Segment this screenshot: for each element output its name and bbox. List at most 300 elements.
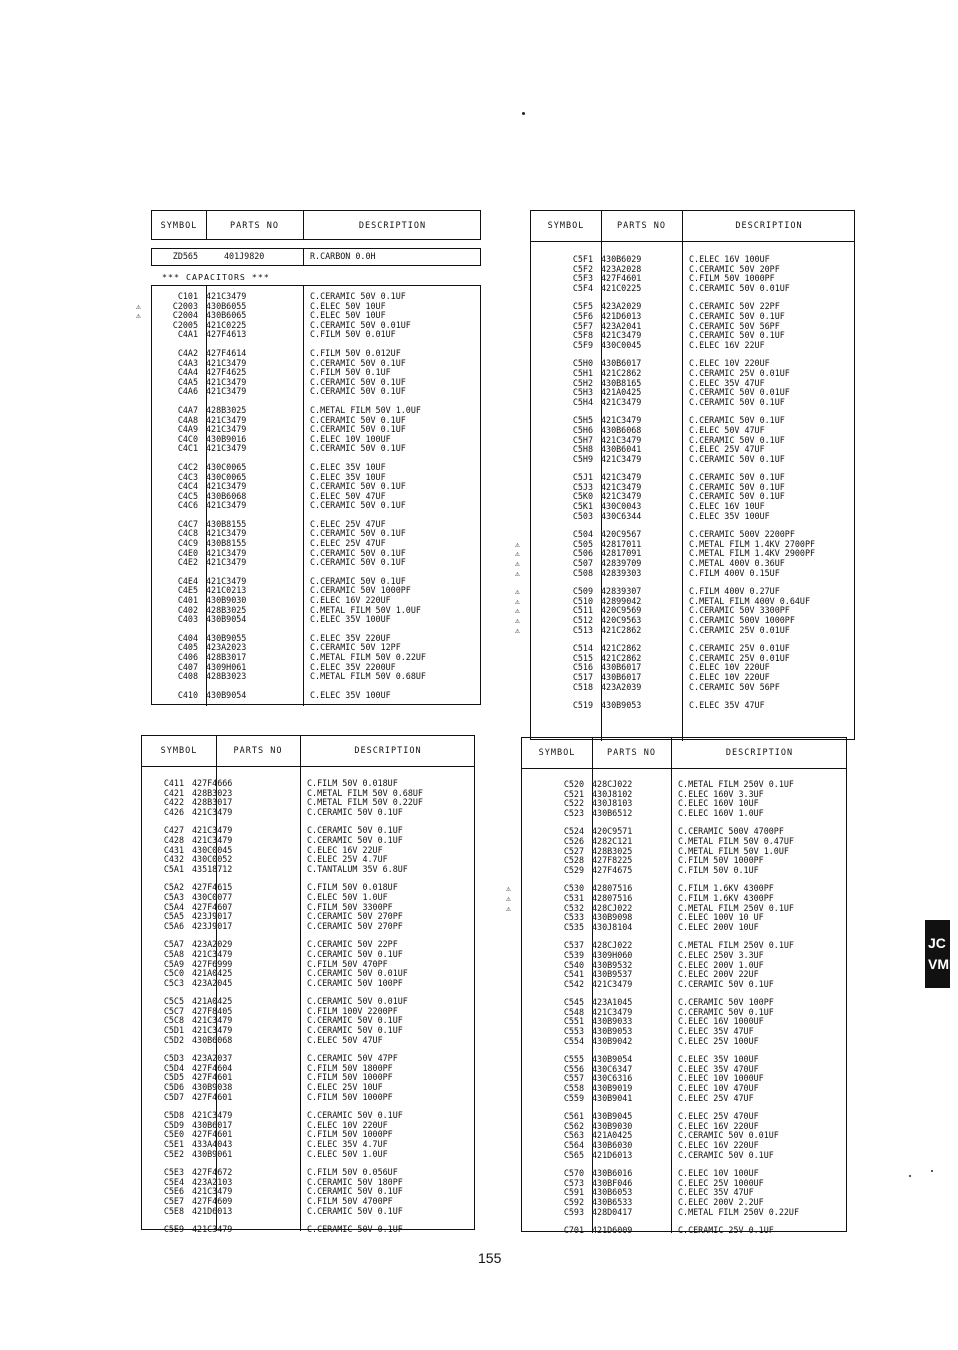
- part-number-cell: 421C3479: [601, 453, 642, 464]
- part-number-cell: 423A2028: [601, 263, 642, 274]
- row-group: [531, 701, 854, 711]
- symbol-text: C4C9: [177, 538, 198, 549]
- section-tab-line-2: VMF: [928, 956, 958, 972]
- symbol-text: C5H0: [572, 358, 593, 369]
- part-number-cell: 430B6017: [601, 662, 642, 673]
- part-number-cell: 421C3479: [206, 443, 247, 454]
- part-number-cell: 421C3479: [206, 386, 247, 397]
- part-number-cell: 428B3023: [206, 671, 247, 682]
- symbol-text: C5E9: [163, 1224, 184, 1235]
- row-group: [142, 1168, 474, 1216]
- symbol-text: C5F6: [572, 310, 593, 321]
- description-cell: C.CERAMIC 50V 0.1UF: [689, 453, 785, 464]
- part-number-cell: 427F4601: [601, 273, 642, 284]
- symbol-text: C542: [563, 978, 584, 989]
- symbol-text: C564: [563, 1140, 584, 1150]
- description-cell: C.METAL FILM 50V 0.68UF: [310, 671, 426, 682]
- symbol-text: C4E4: [177, 575, 198, 586]
- part-number-cell: 430B6053: [592, 1187, 633, 1198]
- symbol-cell: [142, 1093, 184, 1103]
- part-number-cell: 421C3479: [192, 1186, 233, 1197]
- parts-table-1: [151, 210, 481, 240]
- part-number-cell: 421D6013: [601, 310, 642, 321]
- symbol-text: C4A9: [177, 424, 198, 435]
- symbol-cell: [522, 1208, 584, 1218]
- part-number-cell: 428CJ022: [592, 940, 633, 951]
- table-row: [152, 444, 480, 454]
- symbol-text: C5A2: [163, 882, 184, 893]
- symbol-text: C530: [563, 883, 584, 894]
- symbol-text: C503: [572, 510, 593, 521]
- safety-warning-icon: ⚠: [515, 606, 520, 616]
- table-row: [142, 1150, 474, 1160]
- part-number-cell: 421C3479: [601, 415, 642, 426]
- part-number-cell: 421C0225: [206, 319, 247, 330]
- table-row: [531, 683, 854, 693]
- part-number-cell: 421C2862: [601, 624, 642, 635]
- symbol-text: C520: [563, 779, 584, 789]
- symbol-text: C559: [563, 1092, 584, 1103]
- description-cell: C.METAL FILM 250V 0.22UF: [678, 1206, 800, 1217]
- description-cell: C.ELEC 10V 220UF: [689, 662, 770, 673]
- part-number-cell: 421C3479: [192, 1025, 233, 1036]
- part-number-cell: 423J9017: [192, 920, 233, 931]
- part-number-cell: 421C3479: [601, 396, 642, 407]
- part-number-cell: 423A2041: [601, 320, 642, 331]
- description-cell: C.ELEC 50V 1.0UF: [307, 1148, 388, 1159]
- symbol-text: C545: [563, 997, 584, 1008]
- part-number-cell: 421C3479: [192, 1015, 233, 1026]
- parts-table-3: [141, 735, 475, 1235]
- description-cell: C.CERAMIC 50V 0.1UF: [689, 434, 785, 445]
- part-number-cell: 430B6055: [206, 300, 247, 311]
- part-number-cell: 421D6013: [592, 1149, 633, 1160]
- parts-table-1-body: [136, 285, 481, 705]
- part-number-cell: 420C9563: [601, 615, 642, 625]
- symbol-text: C4A1: [177, 329, 198, 340]
- row-group: [522, 780, 846, 818]
- description-cell: C.FILM 50V 470PF: [307, 958, 388, 969]
- part-number-cell: 421C3479: [206, 575, 247, 586]
- scan-speck: [909, 1175, 911, 1177]
- part-number-cell: 430B6068: [192, 1034, 233, 1045]
- table-row: [152, 691, 480, 701]
- part-number-cell: 430B9053: [601, 700, 642, 711]
- part-number-cell: 430B9532: [592, 959, 633, 970]
- symbol-text: C504: [572, 529, 593, 540]
- description-cell: C.METAL FILM 50V 0.47UF: [678, 835, 794, 846]
- symbol-text: C101: [177, 291, 198, 301]
- symbol-text: C5A5: [163, 911, 184, 922]
- symbol-text: C551: [563, 1016, 584, 1027]
- part-number-cell: 421C3479: [206, 424, 247, 435]
- row-group: [522, 1112, 846, 1160]
- symbol-text: C2004: [172, 310, 198, 321]
- symbol-text: C4A6: [177, 386, 198, 397]
- row-group: [152, 349, 480, 397]
- symbol-text: C5E4: [163, 1176, 184, 1187]
- symbol-text: C5A4: [163, 901, 184, 912]
- row-group: [142, 997, 474, 1045]
- description-cell: C.ELEC 50V 1.0UF: [307, 891, 388, 902]
- row-group: [142, 883, 474, 931]
- symbol-text: C5A1: [163, 863, 184, 874]
- symbol-cell: [531, 701, 593, 711]
- description-cell: C.METAL FILM 50V 0.22UF: [310, 652, 426, 662]
- part-number-cell: 430C0045: [601, 339, 642, 350]
- table-header: [522, 738, 846, 769]
- safety-warning-icon: ⚠: [515, 587, 520, 597]
- description-cell: C.ELEC 35V 100UF: [310, 689, 391, 700]
- part-number-cell: 427F4609: [192, 1195, 233, 1206]
- part-number-cell: 430B6016: [592, 1168, 633, 1179]
- description-cell: C.CERAMIC 50V 0.01UF: [689, 387, 790, 398]
- symbol-text: C5J3: [572, 481, 593, 492]
- description-cell: C.CERAMIC 50V 0.1UF: [678, 1006, 774, 1017]
- description-cell: C.FILM 50V 0.018UF: [307, 882, 398, 893]
- part-number-cell: 423A2029: [192, 939, 233, 950]
- part-number-cell: 427F6999: [192, 958, 233, 969]
- symbol-text: C593: [563, 1206, 584, 1217]
- part-number-cell: 430B6029: [601, 254, 642, 264]
- row-group: [522, 998, 846, 1046]
- symbol-text: C5F4: [572, 282, 593, 293]
- table-row: [522, 1037, 846, 1047]
- description-cell: C.CERAMIC 50V 0.1UF: [310, 575, 406, 586]
- part-number-cell: 428B3025: [592, 845, 633, 856]
- description-cell: C.CERAMIC 25V 0.01UF: [689, 624, 790, 635]
- symbol-text: C531: [563, 892, 584, 903]
- row-group: [522, 1226, 846, 1236]
- symbol-text: C5D2: [163, 1034, 184, 1045]
- pre-row-desc: R.CARBON 0.0H: [310, 251, 376, 261]
- symbol-text: C533: [563, 912, 584, 923]
- pre-row-symbol: ZD565: [172, 251, 198, 261]
- description-cell: C.CERAMIC 50V 100PF: [307, 977, 403, 988]
- description-cell: C.CERAMIC 50V 0.1UF: [307, 825, 403, 836]
- table-row: [142, 1036, 474, 1046]
- symbol-text: C5H3: [572, 387, 593, 398]
- scan-speck: [931, 1170, 933, 1172]
- description-cell: C.CERAMIC 50V 3300PF: [689, 605, 790, 616]
- description-cell: C.FILM 50V 3300PF: [307, 901, 393, 912]
- description-cell: C.CERAMIC 50V 100PF: [678, 997, 774, 1008]
- description-cell: C.FILM 50V 0.018UF: [307, 778, 398, 788]
- description-cell: C.CERAMIC 50V 22PF: [307, 939, 398, 950]
- description-cell: C.ELEC 10V 220UF: [307, 1119, 388, 1130]
- symbol-cell: [142, 865, 184, 875]
- description-cell: C.CERAMIC 50V 0.1UF: [689, 396, 785, 407]
- part-number-cell: 430B9038: [192, 1082, 233, 1093]
- safety-warning-icon: ⚠: [515, 616, 520, 625]
- symbol-text: C5E0: [163, 1129, 184, 1140]
- symbol-text: C526: [563, 835, 584, 846]
- description-cell: C.CERAMIC 50V 56PF: [689, 320, 780, 331]
- part-number-cell: 4282C121: [592, 835, 633, 846]
- symbol-text: C5K0: [572, 491, 593, 502]
- symbol-text: C4C8: [177, 528, 198, 539]
- symbol-text: C5D6: [163, 1082, 184, 1093]
- description-cell: C.METAL FILM 400V 0.64UF: [689, 595, 811, 606]
- part-number-cell: 427F4615: [192, 882, 233, 893]
- table-row: [522, 923, 846, 933]
- description-cell: C.CERAMIC 500V 4700PF: [678, 826, 784, 837]
- description-cell: C.CERAMIC 50V 0.1UF: [310, 557, 406, 568]
- row-group: [142, 1054, 474, 1102]
- symbol-text: C4A2: [177, 347, 198, 358]
- safety-warning-icon: ⚠: [506, 893, 511, 903]
- description-cell: C.CERAMIC 50V 12PF: [310, 642, 401, 653]
- description-cell: C.FILM 100V 2200PF: [307, 1005, 398, 1016]
- part-number-cell: 421C3479: [206, 481, 247, 492]
- part-number-cell: 4309H060: [592, 949, 633, 960]
- symbol-text: C404: [177, 632, 198, 643]
- table-row: [531, 284, 854, 294]
- symbol-cell: [152, 444, 198, 454]
- symbol-text: C4A3: [177, 357, 198, 368]
- symbol-cell: [152, 672, 198, 682]
- description-cell: C.METAL FILM 250V 0.1UF: [678, 940, 794, 951]
- description-cell: C.ELEC 35V 100UF: [678, 1054, 759, 1065]
- part-number-cell: 430BF046: [592, 1177, 633, 1188]
- part-number-cell: 430C0077: [192, 891, 233, 902]
- symbol-text: C4C0: [177, 433, 198, 444]
- table-row: [531, 341, 854, 351]
- description-cell: C.CERAMIC 50V 1000PF: [310, 585, 411, 596]
- description-cell: C.ELEC 35V 10UF: [310, 471, 386, 482]
- description-cell: C.CERAMIC 25V 0.01UF: [689, 367, 790, 378]
- symbol-cell: [142, 922, 184, 932]
- symbol-cell: [522, 866, 584, 876]
- header-parts-no: PARTS NO: [230, 220, 279, 231]
- part-number-cell: 428B3025: [206, 404, 247, 415]
- description-cell: C.CERAMIC 25V 0.01UF: [689, 652, 790, 663]
- symbol-text: C592: [563, 1196, 584, 1207]
- symbol-text: C5D4: [163, 1062, 184, 1073]
- part-number-cell: 430B9061: [192, 1148, 233, 1159]
- description-cell: C.ELEC 35V 470UF: [678, 1063, 759, 1074]
- description-cell: C.ELEC 35V 47UF: [678, 1187, 754, 1198]
- description-cell: C.ELEC 35V 10UF: [310, 461, 386, 472]
- description-cell: C.ELEC 16V 100UF: [689, 254, 770, 264]
- description-cell: C.CERAMIC 50V 22PF: [689, 301, 780, 312]
- part-number-cell: 430C6347: [592, 1063, 633, 1074]
- symbol-text: C5F9: [572, 339, 593, 350]
- symbol-text: C562: [563, 1120, 584, 1131]
- description-cell: C.FILM 50V 1000PF: [689, 273, 775, 284]
- part-number-cell: 42839307: [601, 586, 642, 597]
- part-number-cell: 430B9537: [592, 969, 633, 980]
- part-number-cell: 421C3479: [206, 357, 247, 368]
- symbol-text: C524: [563, 826, 584, 837]
- symbol-cell: [152, 691, 198, 701]
- table-row: [142, 922, 474, 932]
- symbol-cell: [515, 624, 593, 636]
- description-cell: C.ELEC 160V 10UF: [678, 798, 759, 809]
- part-number-cell: 42899042: [601, 595, 642, 606]
- symbol-cell: [522, 980, 584, 990]
- description-cell: C.CERAMIC 50V 0.1UF: [307, 806, 403, 817]
- table-row: [152, 501, 480, 511]
- table-row: [522, 1226, 846, 1236]
- part-number-cell: 427F4675: [592, 864, 633, 875]
- row-group: [515, 586, 854, 635]
- description-cell: C.ELEC 10V 100UF: [678, 1168, 759, 1179]
- part-number-cell: 430B9054: [206, 614, 247, 625]
- symbol-cell: [152, 330, 198, 340]
- symbol-text: C535: [563, 921, 584, 932]
- description-cell: C.ELEC 25V 47UF: [689, 444, 765, 455]
- description-cell: C.CERAMIC 50V 56PF: [689, 681, 780, 692]
- symbol-text: C570: [563, 1168, 584, 1179]
- description-cell: C.ELEC 10V 100UF: [310, 433, 391, 444]
- row-group: [531, 255, 854, 293]
- table-row: [531, 701, 854, 711]
- symbol-text: C5A8: [163, 948, 184, 959]
- symbol-text: C5E1: [163, 1139, 184, 1149]
- part-number-cell: 430B9098: [592, 912, 633, 923]
- description-cell: C.CERAMIC 50V 0.1UF: [310, 386, 406, 397]
- symbol-text: C4C1: [177, 443, 198, 454]
- table-row: [142, 1207, 474, 1217]
- description-cell: C.CERAMIC 50V 0.1UF: [689, 415, 785, 426]
- description-cell: C.ELEC 25V 1000UF: [678, 1177, 764, 1188]
- symbol-text: C5F8: [572, 330, 593, 341]
- description-cell: C.FILM 50V 0.01UF: [310, 329, 396, 340]
- part-number-cell: 430B8155: [206, 518, 247, 529]
- part-number-cell: 427F4601: [192, 1129, 233, 1140]
- header-parts-no: PARTS NO: [617, 221, 666, 231]
- table-row: [515, 624, 854, 636]
- description-cell: C.ELEC 160V 1.0UF: [678, 807, 764, 818]
- symbol-text: C421: [163, 787, 184, 798]
- part-number-cell: 421C0225: [601, 282, 642, 293]
- part-number-cell: 423A2023: [206, 642, 247, 653]
- symbol-text: C5C7: [163, 1005, 184, 1016]
- symbol-text: C556: [563, 1063, 584, 1074]
- description-cell: C.CERAMIC 50V 0.1UF: [310, 357, 406, 368]
- description-cell: C.FILM 1.6KV 4300PF: [678, 892, 774, 903]
- description-cell: C.METAL FILM 250V 0.1UF: [678, 779, 794, 789]
- header-description: DESCRIPTION: [358, 220, 427, 231]
- symbol-text: C573: [563, 1177, 584, 1188]
- description-cell: C.ELEC 35V 4.7UF: [307, 1139, 388, 1149]
- part-number-cell: 427F4607: [192, 901, 233, 912]
- symbol-text: C512: [572, 615, 593, 625]
- part-number-cell: 421C3479: [192, 1224, 233, 1235]
- description-cell: C.ELEC 200V 1.0UF: [678, 959, 764, 970]
- table-body: [136, 291, 480, 704]
- part-number-cell: 421D6013: [192, 1205, 233, 1216]
- symbol-text: C401: [177, 595, 198, 606]
- part-number-cell: 421C3479: [206, 557, 247, 568]
- description-cell: C.CERAMIC 50V 270PF: [307, 920, 403, 931]
- description-cell: C.FILM 50V 1000PF: [307, 1091, 393, 1102]
- description-cell: C.ELEC 35V 2200UF: [310, 661, 396, 672]
- header-symbol: SYMBOL: [160, 746, 198, 756]
- safety-warning-icon: ⚠: [515, 568, 520, 578]
- description-cell: C.CERAMIC 50V 0.1UF: [310, 500, 406, 511]
- part-number-cell: 421C3479: [601, 330, 642, 341]
- part-number-cell: 421D6009: [592, 1225, 633, 1236]
- symbol-text: C510: [572, 595, 593, 606]
- part-number-cell: 427F4666: [192, 778, 233, 788]
- table-row: [142, 808, 474, 818]
- row-group: [142, 1111, 474, 1159]
- part-number-cell: 421C3479: [192, 825, 233, 836]
- description-cell: C.ELEC 50V 47UF: [307, 1034, 383, 1045]
- part-number-cell: 421C2862: [601, 367, 642, 378]
- part-number-cell: 430B9053: [592, 1026, 633, 1037]
- symbol-cell: [142, 1225, 184, 1235]
- description-cell: C.CERAMIC 50V 0.1UF: [310, 481, 406, 492]
- description-cell: C.CERAMIC 50V 0.1UF: [310, 547, 406, 558]
- part-number-cell: 427F4625: [206, 367, 247, 378]
- description-cell: C.FILM 50V 4700PF: [307, 1195, 393, 1206]
- table-row: [522, 1208, 846, 1218]
- part-number-cell: 423A2029: [601, 301, 642, 312]
- part-number-cell: 430C0043: [601, 501, 642, 512]
- symbol-cell: [152, 558, 198, 568]
- symbol-text: C405: [177, 642, 198, 653]
- description-cell: C.FILM 50V 0.012UF: [310, 347, 401, 358]
- symbol-text: C555: [563, 1054, 584, 1065]
- part-number-cell: 421C3479: [601, 472, 642, 483]
- symbol-text: C5F1: [572, 254, 593, 264]
- header-description: DESCRIPTION: [735, 221, 803, 231]
- symbol-text: C5D8: [163, 1110, 184, 1121]
- part-number-cell: 421C3479: [592, 978, 633, 989]
- description-cell: C.ELEC 35V 100UF: [310, 614, 391, 625]
- part-number-cell: 42817091: [601, 548, 642, 559]
- row-group: [522, 941, 846, 989]
- part-number-cell: 421C3479: [601, 491, 642, 502]
- symbol-text: C5D5: [163, 1072, 184, 1083]
- row-group: [152, 691, 480, 701]
- description-cell: C.ELEC 35V 100UF: [689, 510, 770, 521]
- table-row: [142, 1093, 474, 1103]
- description-cell: C.ELEC 25V 10UF: [307, 1082, 383, 1093]
- description-cell: C.CERAMIC 50V 0.1UF: [678, 978, 774, 989]
- row-group: [152, 463, 480, 511]
- row-group: [136, 291, 480, 340]
- symbol-text: C529: [563, 864, 584, 875]
- part-number-cell: 430B6068: [601, 424, 642, 435]
- part-number-cell: 430J8102: [592, 788, 633, 799]
- symbol-text: C509: [572, 586, 593, 597]
- symbol-text: C558: [563, 1083, 584, 1094]
- symbol-text: C2005: [172, 319, 198, 330]
- description-cell: C.METAL 400V 0.36UF: [689, 558, 785, 569]
- part-number-cell: 420C9567: [601, 529, 642, 540]
- part-number-cell: 430C0052: [192, 854, 233, 865]
- table-row: [522, 1094, 846, 1104]
- symbol-text: C5C0: [163, 968, 184, 979]
- description-cell: C.CERAMIC 50V 0.1UF: [310, 376, 406, 387]
- symbol-text: C5H4: [572, 396, 593, 407]
- safety-warning-icon: ⚠: [515, 539, 520, 549]
- row-group: [506, 883, 846, 932]
- symbol-text: C554: [563, 1035, 584, 1046]
- part-number-cell: 427F4672: [192, 1167, 233, 1178]
- description-cell: C.ELEC 50V 10UF: [310, 300, 386, 311]
- table-row: [522, 866, 846, 876]
- description-cell: C.CERAMIC 50V 180PF: [307, 1176, 403, 1187]
- part-number-cell: 430C0065: [206, 461, 247, 472]
- symbol-text: C5H7: [572, 434, 593, 445]
- symbol-text: C5C8: [163, 1015, 184, 1026]
- symbol-cell: [531, 341, 593, 351]
